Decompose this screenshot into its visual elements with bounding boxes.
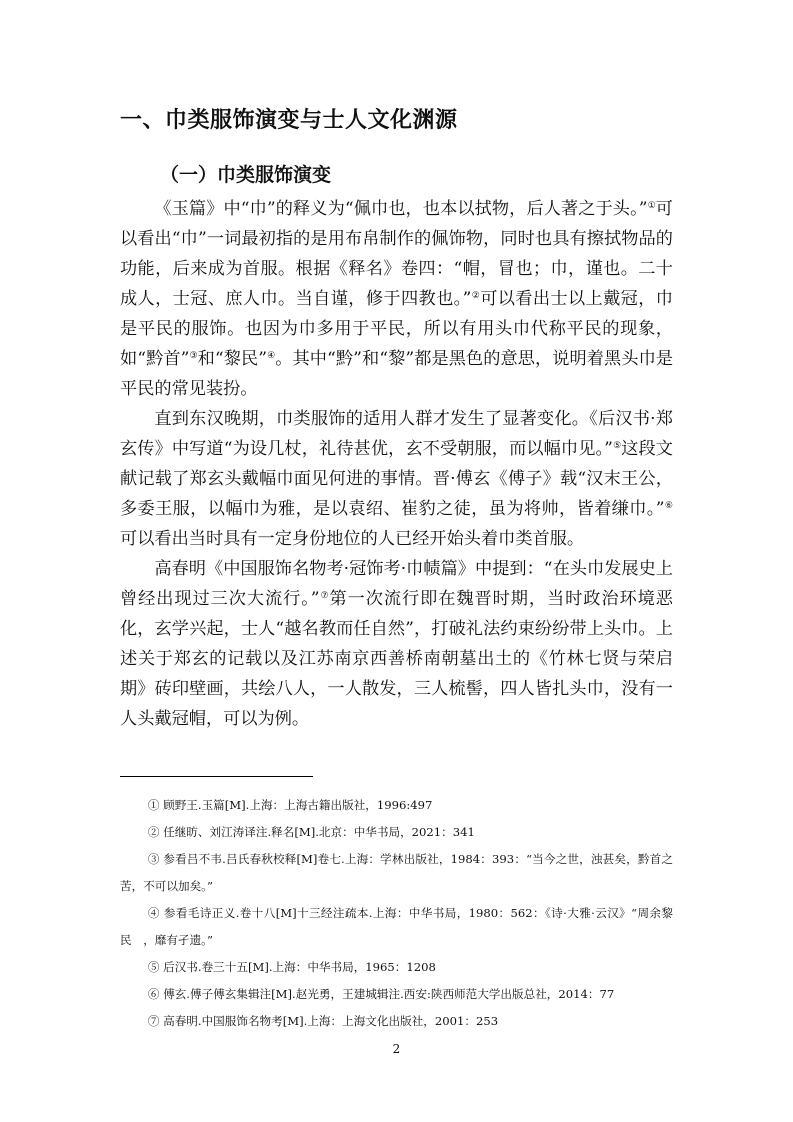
footnote-ref[interactable]: ⑦ <box>319 591 330 601</box>
paragraph <box>120 404 673 554</box>
text-segment: 第一次流行即在魏晋时期，当时政治环境恶化，玄学兴起，士人“越名教而任自然”，打破礼法约束纷纷带上头巾。上述关于郑玄的记载以及江苏南京西善桥南朝墓出土的《竹林七贤与荣启期》砖印壁画，共绘八人，一人散发，三人梳髻，四人皆扎头巾，没有一人头戴冠帽，可以为例。 <box>120 589 673 729</box>
footnote-ref[interactable]: ② <box>471 291 481 301</box>
text-segment: 和“黎民” <box>197 349 268 369</box>
section-heading: 一、巾类服饰演变与士人文化渊源 <box>120 108 458 133</box>
text-segment: 可以看出士以上戴冠，巾是平民的服饰。也因为巾多用于平民，所以有用头巾代称平民的现象，如“黔首” <box>120 289 673 369</box>
footnote-ref[interactable]: ④ <box>267 351 276 361</box>
footnotes <box>120 792 673 1035</box>
body-text <box>120 194 673 734</box>
footnote: ⑥ 傅玄.傅子傅玄集辑注[M].赵光勇，王建城辑注.西安:陕西师范大学出版总社，2014：77 <box>147 987 615 1001</box>
footnote: ⑤ 后汉书.卷三十五[M].上海：中华书局，1965：1208 <box>147 960 436 974</box>
footnote: ④ 参看毛诗正义.卷十八[M]十三经注疏本.上海：中华书局，1980：562：《诗·大雅·云汉》“周余黎民 ，靡有孑遗。” <box>120 906 673 947</box>
text-segment: 《玉篇》中“巾”的释义为“佩巾也，也本以拭物，后人著之于头。” <box>154 199 648 219</box>
footnote: ③ 参看吕不韦.吕氏春秋校释[M]卷七.上海：学林出版社，1984：393：“当今之世，浊甚矣，黔首之苦，不可以加矣。” <box>120 852 673 893</box>
subsection-heading: （一）巾类服饰演变 <box>160 164 332 186</box>
footnote: ② 任继昉、刘江涛译注.释名[M].北京：中华书局，2021：341 <box>147 825 475 839</box>
footnote-ref[interactable]: ① <box>647 201 656 211</box>
footnote: ⑦ 高春明.中国服饰名物考[M].上海：上海文化出版社，2001：253 <box>147 1014 499 1028</box>
text-segment: 可以看出当时具有一定身份地位的人已经开始头着巾类首服。 <box>120 529 585 549</box>
text-segment: 。其中“黔”和“黎”都是黑色的意思，说明着黑头巾是平民的常见装扮。 <box>120 349 674 399</box>
footnote: ① 顾野王.玉篇[M].上海：上海古籍出版社，1996:497 <box>147 798 433 812</box>
footnote-ref[interactable]: ③ <box>189 351 198 361</box>
text-segment: 直到东汉晚期，巾类服饰的适用人群才发生了显著变化。《后汉书·郑玄传》中写道“为设几杖，礼待甚优，玄不受朝服，而以幅巾见。” <box>120 409 673 459</box>
text-segment: 这段文献记载了郑玄头戴幅巾面见何进的事情。晋·傅玄《傅子》载“汉末王公，多委王服，以幅巾为雅，是以袁绍、崔豹之徒，虽为将帅，皆着缣巾。” <box>120 439 673 519</box>
paragraph <box>120 194 673 404</box>
text-segment: 高春明《中国服饰名物考·冠饰考·巾帻篇》中提到：“在头巾发展史上曾经出现过三次大流行。” <box>120 559 673 609</box>
footnote-separator <box>120 776 313 777</box>
footnote-ref[interactable]: ⑥ <box>664 501 673 511</box>
paragraph <box>120 554 673 734</box>
page-number: 2 <box>392 1042 401 1056</box>
footnote-ref[interactable]: ⑤ <box>612 441 622 451</box>
text-segment: 可以看出“巾”一词最初指的是用布帛制作的佩饰物，同时也具有擦拭物品的功能，后来成为首服。根据《释名》卷四：“帽，冒也；巾，谨也。二十成人，士冠、庶人巾。当自谨，修于四教也。” <box>120 199 673 309</box>
